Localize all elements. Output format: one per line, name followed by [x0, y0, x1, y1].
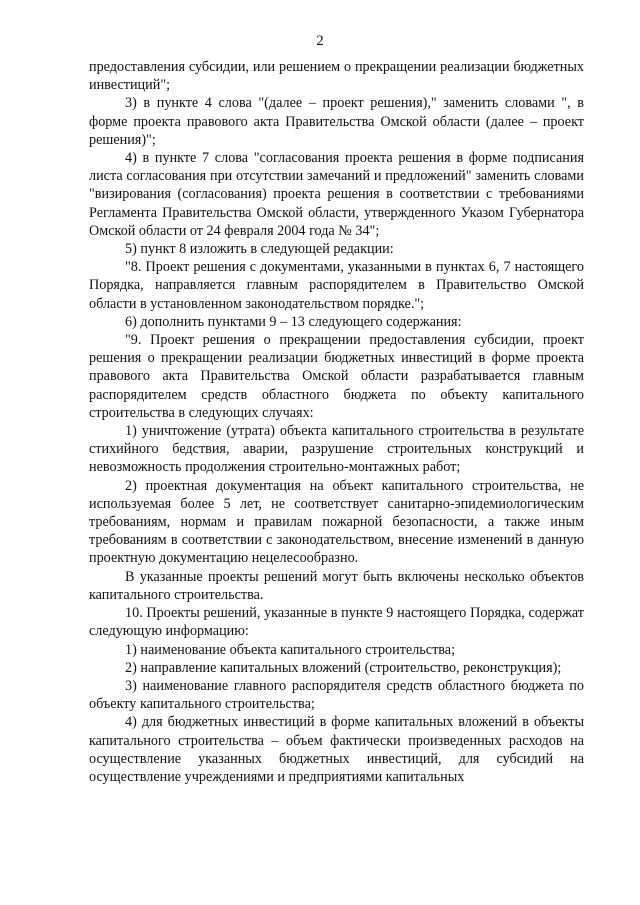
paragraph: 3) наименование главного распорядителя средств областного бюджета по объекту капитального строительства; — [89, 677, 584, 713]
page-number: 2 — [316, 33, 324, 49]
paragraph: В указанные проекты решений могут быть включены несколько объектов капитального строительства. — [89, 568, 584, 603]
paragraph: 2) проектная документация на объект капитального строительства, не используемая более 5 лет, не соответствует санитарно-эпидемиологическим требованиям, нормам и правилам пожарной безопасности, а также иным требованиям в соответствии с законодательством, внесение изменений в данную проектную документацию нецелесообразно. — [89, 477, 584, 567]
paragraph: 1) наименование объекта капитального строительства; — [125, 641, 456, 658]
paragraph: "8. Проект решения с документами, указанными в пунктах 6, 7 настоящего Порядка, направляется главным распорядителем в Правительство Омской области в установленном законодательством порядке."; — [89, 259, 584, 312]
paragraph: 1) уничтожение (утрата) объекта капитального строительства в результате стихийного бедствия, аварии, разрушение строительных конструкций и невозможность продолжения строительно-монтажных работ; — [89, 423, 584, 476]
paragraph: 6) дополнить пунктами 9 – 13 следующего содержания: — [125, 313, 462, 330]
paragraph: 2) направление капитальных вложений (строительство, реконструкция); — [125, 659, 562, 676]
paragraph: 4) для бюджетных инвестиций в форме капитальных вложений в объекты капитального строительства – объем фактически произведенных расходов на осуществление указанных бюджетных инвестиций, для субсидий на осуществление учреждениями и предприятиями капитальных — [89, 714, 584, 785]
paragraph: 10. Проекты решений, указанные в пункте 9 настоящего Порядка, содержат следующую информацию: — [89, 605, 584, 640]
paragraph: 5) пункт 8 изложить в следующей редакции: — [125, 241, 394, 258]
paragraph: 3) в пункте 4 слова "(далее – проект решения)," заменить словами ", в форме проекта правового акта Правительства Омской области (далее – проект решения)"; — [89, 95, 584, 148]
paragraph: предоставления субсидии, или решением о прекращении реализации бюджетных инвестиций"; — [89, 59, 584, 94]
document-body — [89, 58, 584, 786]
paragraph: "9. Проект решения о прекращении предоставления субсидии, проект решения о прекращении реализации бюджетных инвестиций в форме проекта правового акта Правительства Омской области разрабатывается главным распорядителем средств областного бюджета по объекту капитального строительства в следующих случаях: — [89, 332, 584, 421]
paragraph: 4) в пункте 7 слова "согласования проекта решения в форме подписания листа согласования при отсутствии замечаний и предложений" заменить словами "визирования (согласования) проекта решения в соответствии с требованиями Регламента Правительства Омской области, утвержденного Указом Губернатора Омской области от 24 февраля 2004 года № 34"; — [89, 150, 584, 239]
